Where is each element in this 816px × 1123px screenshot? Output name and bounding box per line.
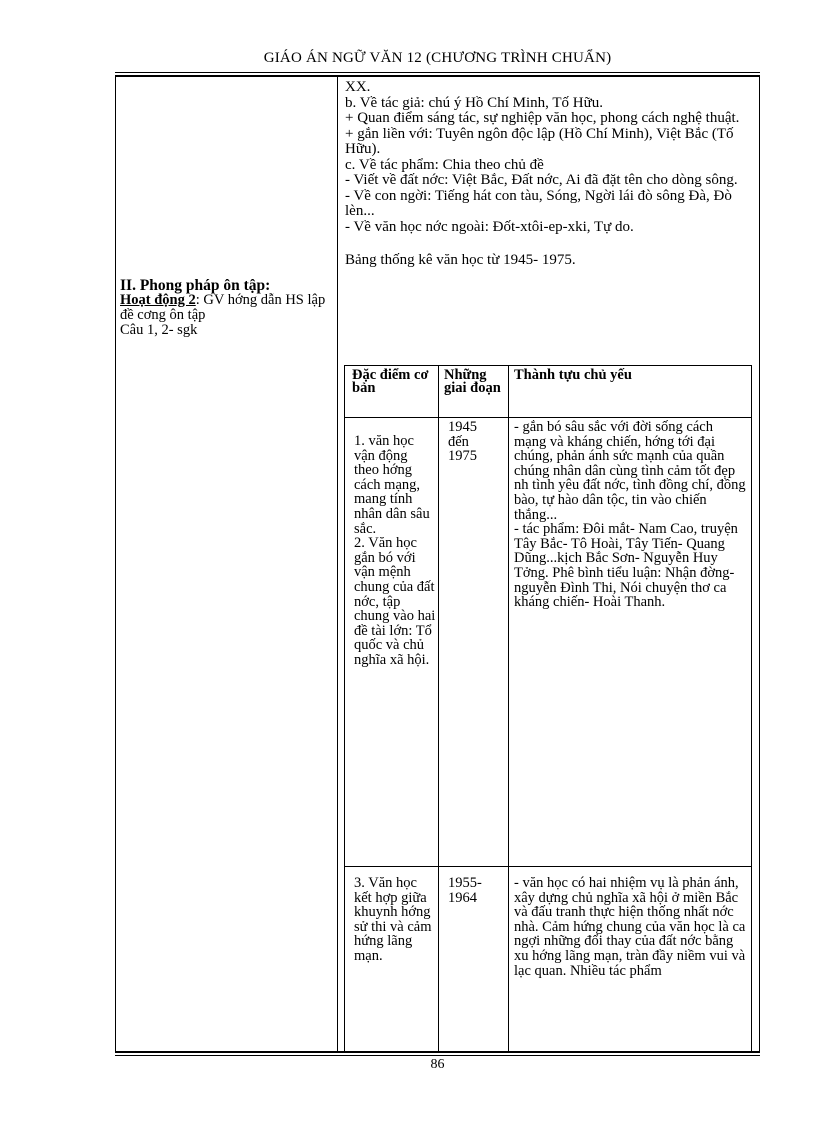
right-column-text: [345, 80, 755, 269]
table-border-right: [751, 365, 752, 1052]
text-line: - Viết về đất nớc: Việt Bắc, Đất nớc, Ai đã đặt tên cho dòng sông.: [345, 172, 738, 188]
header-rule-thin: [115, 72, 760, 73]
text-line: XX.: [345, 79, 371, 95]
text-line: + gắn liền với: Tuyên ngôn độc lập (Hồ Chí Minh), Việt Bắc (Tố Hữu).: [345, 125, 734, 157]
outer-table-left-border: [115, 76, 116, 1052]
stats-title: Bảng thống kê văn học từ 1945- 1975.: [345, 252, 576, 268]
question-ref: Câu 1, 2- sgk: [120, 322, 198, 338]
text-line: + Quan điểm sáng tác, sự nghiệp văn học, phong cách nghệ thuật.: [345, 110, 740, 126]
outer-table-column-divider: [337, 76, 338, 1052]
footer-rule-thick: [115, 1051, 760, 1053]
left-column: [120, 278, 332, 338]
text-line: c. Về tác phẩm: Chia theo chủ đề: [345, 156, 544, 173]
activity-text: : GV hớng dẫn HS lập đề cơng ôn tập: [120, 292, 326, 323]
table-row-divider: [344, 866, 752, 867]
row1-feature: 1. văn học vận động theo hớng cách mạng, mang tính nhân dân sâu sắc. 2. Văn học gắn bó với vận mệnh chung của đất nớc, tập chung vào hai đề tài lớn: Tổ quốc và chủ nghĩa xã hội.: [354, 433, 436, 668]
row2-period: 1955- 1964: [448, 875, 482, 906]
table-divider-1: [438, 365, 439, 1052]
text-line: b. Về tác giả: chú ý Hồ Chí Minh, Tố Hữu.: [345, 94, 603, 111]
footer-rule-thin: [115, 1055, 760, 1056]
literature-stats-table: [344, 365, 752, 1052]
table-divider-2: [508, 365, 509, 1052]
table-border-left: [344, 365, 345, 1052]
row2-feature: 3. Văn học kết hợp giữa khuynh hớng sử thi và cảm hứng lãng mạn.: [354, 875, 432, 964]
header-achievement: Thành tựu chủ yếu: [514, 367, 632, 383]
header-rule-thick: [115, 75, 760, 77]
table-header-bottom: [344, 417, 752, 418]
text-line: - Về con ngời: Tiếng hát con tàu, Sóng, Ngời lái đò sông Đà, Đò lèn...: [345, 187, 732, 219]
page-number: 86: [430, 1057, 445, 1072]
header-period: Những giai đoạn: [444, 367, 501, 396]
row1-period: 1945 đến 1975: [448, 419, 477, 465]
row2-achievement: - văn học có hai nhiệm vụ là phản ánh, xây dựng chủ nghĩa xã hội ở miền Bắc và đấu tranh thực hiện thống nhất nớc nhà. Cảm hứng chung của văn học là ca ngợi những đổi thay của đất nớc bằng xu hớng lãng mạn, tràn đầy niềm vui và lạc quan. Nhiều tác phẩm: [514, 876, 746, 979]
section-title: II. Phong pháp ôn tập:: [120, 277, 271, 294]
activity-label: Hoạt động 2: [120, 292, 196, 308]
outer-table-right-border: [759, 76, 760, 1052]
text-line: - Về văn học nớc ngoài: Đốt-xtôi-ep-xki, Tự do.: [345, 218, 634, 235]
table-border-top: [344, 365, 752, 366]
header-feature: Đặc điểm cơ bản: [352, 367, 429, 396]
page-header: GIÁO ÁN NGỮ VĂN 12 (CHƯƠNG TRÌNH CHUẨN): [263, 50, 612, 66]
row1-achievement: - gắn bó sâu sắc với đời sống cách mạng và kháng chiến, hớng tới đại chúng, phản ánh sức mạnh của quần chúng nhân dân cùng tình cảm tốt đẹp nh tình yêu đất nớc, tình đồng chí, đồng bào, tự hào dân tộc, tin vào chiến thắng... - tác phẩm: Đôi mắt- Nam Cao, truyện Tây Bắc- Tô Hoài, Tây Tiến- Quang Dũng...kịch Bắc Sơn- Nguyễn Huy Tởng. Phê bình tiểu luận: Nhận đờng- nguyễn Đình Thi, Nói chuyện thơ ca kháng chiến- Hoài Thanh.: [514, 419, 746, 611]
activity-line: [120, 293, 332, 323]
